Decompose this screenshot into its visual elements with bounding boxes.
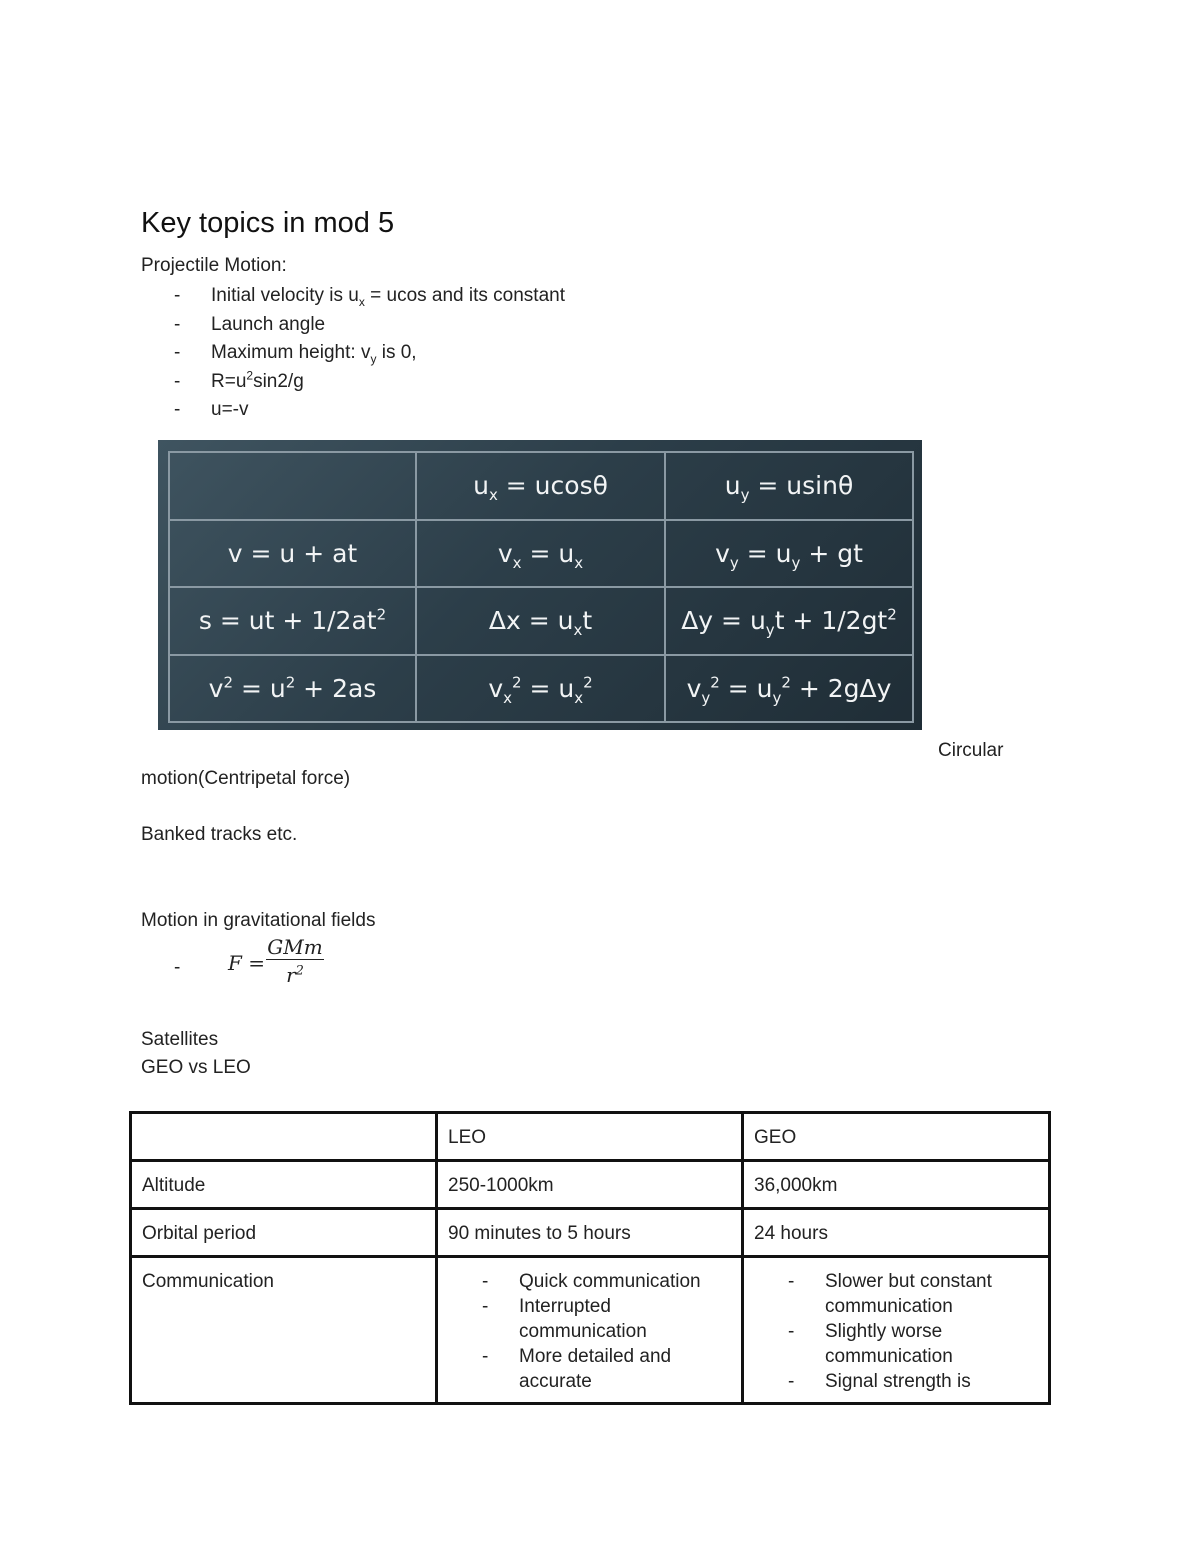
table-row — [169, 655, 913, 723]
formula-lhs: F = — [228, 951, 265, 975]
formula-cell: $v^2 = u^2 + 2as$ — [169, 655, 416, 723]
table-cell: 24 hours — [743, 1209, 1050, 1257]
formula-cell: $\Delta x = u_xt$ — [416, 587, 665, 655]
table-cell — [743, 1257, 1050, 1404]
formula-cell: $u_x = ucos\theta$ — [416, 452, 665, 520]
list-item: - Quick communication — [482, 1271, 701, 1292]
formula-cell: $v_y^2 = u_y^2 + 2g\Delta y$ — [665, 655, 913, 723]
list-item: - Interrupted communication — [482, 1296, 647, 1342]
banked-tracks-text: Banked tracks etc. — [141, 824, 298, 845]
table-cell: Altitude — [131, 1161, 437, 1209]
list-item: - More detailed and accurate — [482, 1346, 672, 1392]
formula-cell: s = ut + $1/2at^2$ — [169, 587, 416, 655]
table-cell: 90 minutes to 5 hours — [437, 1209, 743, 1257]
table-row — [131, 1161, 1050, 1209]
table-cell — [131, 1113, 437, 1161]
formula-denominator: $r^2$ — [286, 963, 304, 987]
table-cell: 250-1000km — [437, 1161, 743, 1209]
page-title: Key topics in mod 5 — [141, 207, 395, 239]
kinematics-table — [168, 451, 914, 723]
satellites-heading: Satellites — [141, 1029, 219, 1050]
table-row — [131, 1209, 1050, 1257]
formula-cell: $\Delta y = u_yt + 1/2gt^2$ — [665, 587, 913, 655]
kinematics-equations-image — [158, 440, 922, 730]
satellite-comparison-table — [129, 1111, 1051, 1405]
formula-numerator: GMm — [267, 935, 323, 959]
table-cell: 36,000km — [743, 1161, 1050, 1209]
table-header-leo: LEO — [437, 1113, 743, 1161]
formula-cell: $v_y = u_y$ + gt — [665, 520, 913, 588]
list-item: - Slightly worse communication — [788, 1321, 953, 1367]
table-row — [169, 452, 913, 520]
table-row — [131, 1113, 1050, 1161]
table-header-geo: GEO — [743, 1113, 1050, 1161]
geo-vs-leo-heading: GEO vs LEO — [141, 1057, 251, 1078]
list-item: - Signal strength is — [788, 1371, 971, 1392]
bullet-dash: - — [174, 399, 181, 420]
formula-fraction — [266, 935, 324, 986]
geo-communication-list — [754, 1269, 1038, 1394]
table-row — [169, 520, 913, 588]
formula-cell: $v_x = u_x$ — [416, 520, 665, 588]
bullet-dash: - — [174, 313, 181, 335]
bullet-dash: - — [174, 957, 181, 978]
leo-communication-list — [448, 1269, 731, 1394]
table-row — [131, 1257, 1050, 1404]
list-item: - Slower but constant communication — [788, 1271, 992, 1317]
formula-cell: $v_x^2 = u_x^2$ — [416, 655, 665, 723]
circular-word: Circular — [938, 740, 1004, 761]
bullet-dash: - — [174, 285, 181, 306]
table-cell: Orbital period — [131, 1209, 437, 1257]
formula-cell: $u_y = usin\theta$ — [665, 452, 913, 520]
projectile-heading: Projectile Motion: — [141, 255, 287, 276]
gravity-heading: Motion in gravitational fields — [141, 910, 376, 931]
circular-motion-text: motion(Centripetal force) — [141, 768, 351, 789]
table-cell — [437, 1257, 743, 1404]
bullet-dash: - — [174, 342, 181, 363]
table-cell: Communication — [131, 1257, 437, 1404]
formula-cell — [169, 452, 416, 520]
table-row — [169, 587, 913, 655]
formula-cell: v = u + at — [169, 520, 416, 588]
bullet-dash: - — [174, 370, 181, 392]
